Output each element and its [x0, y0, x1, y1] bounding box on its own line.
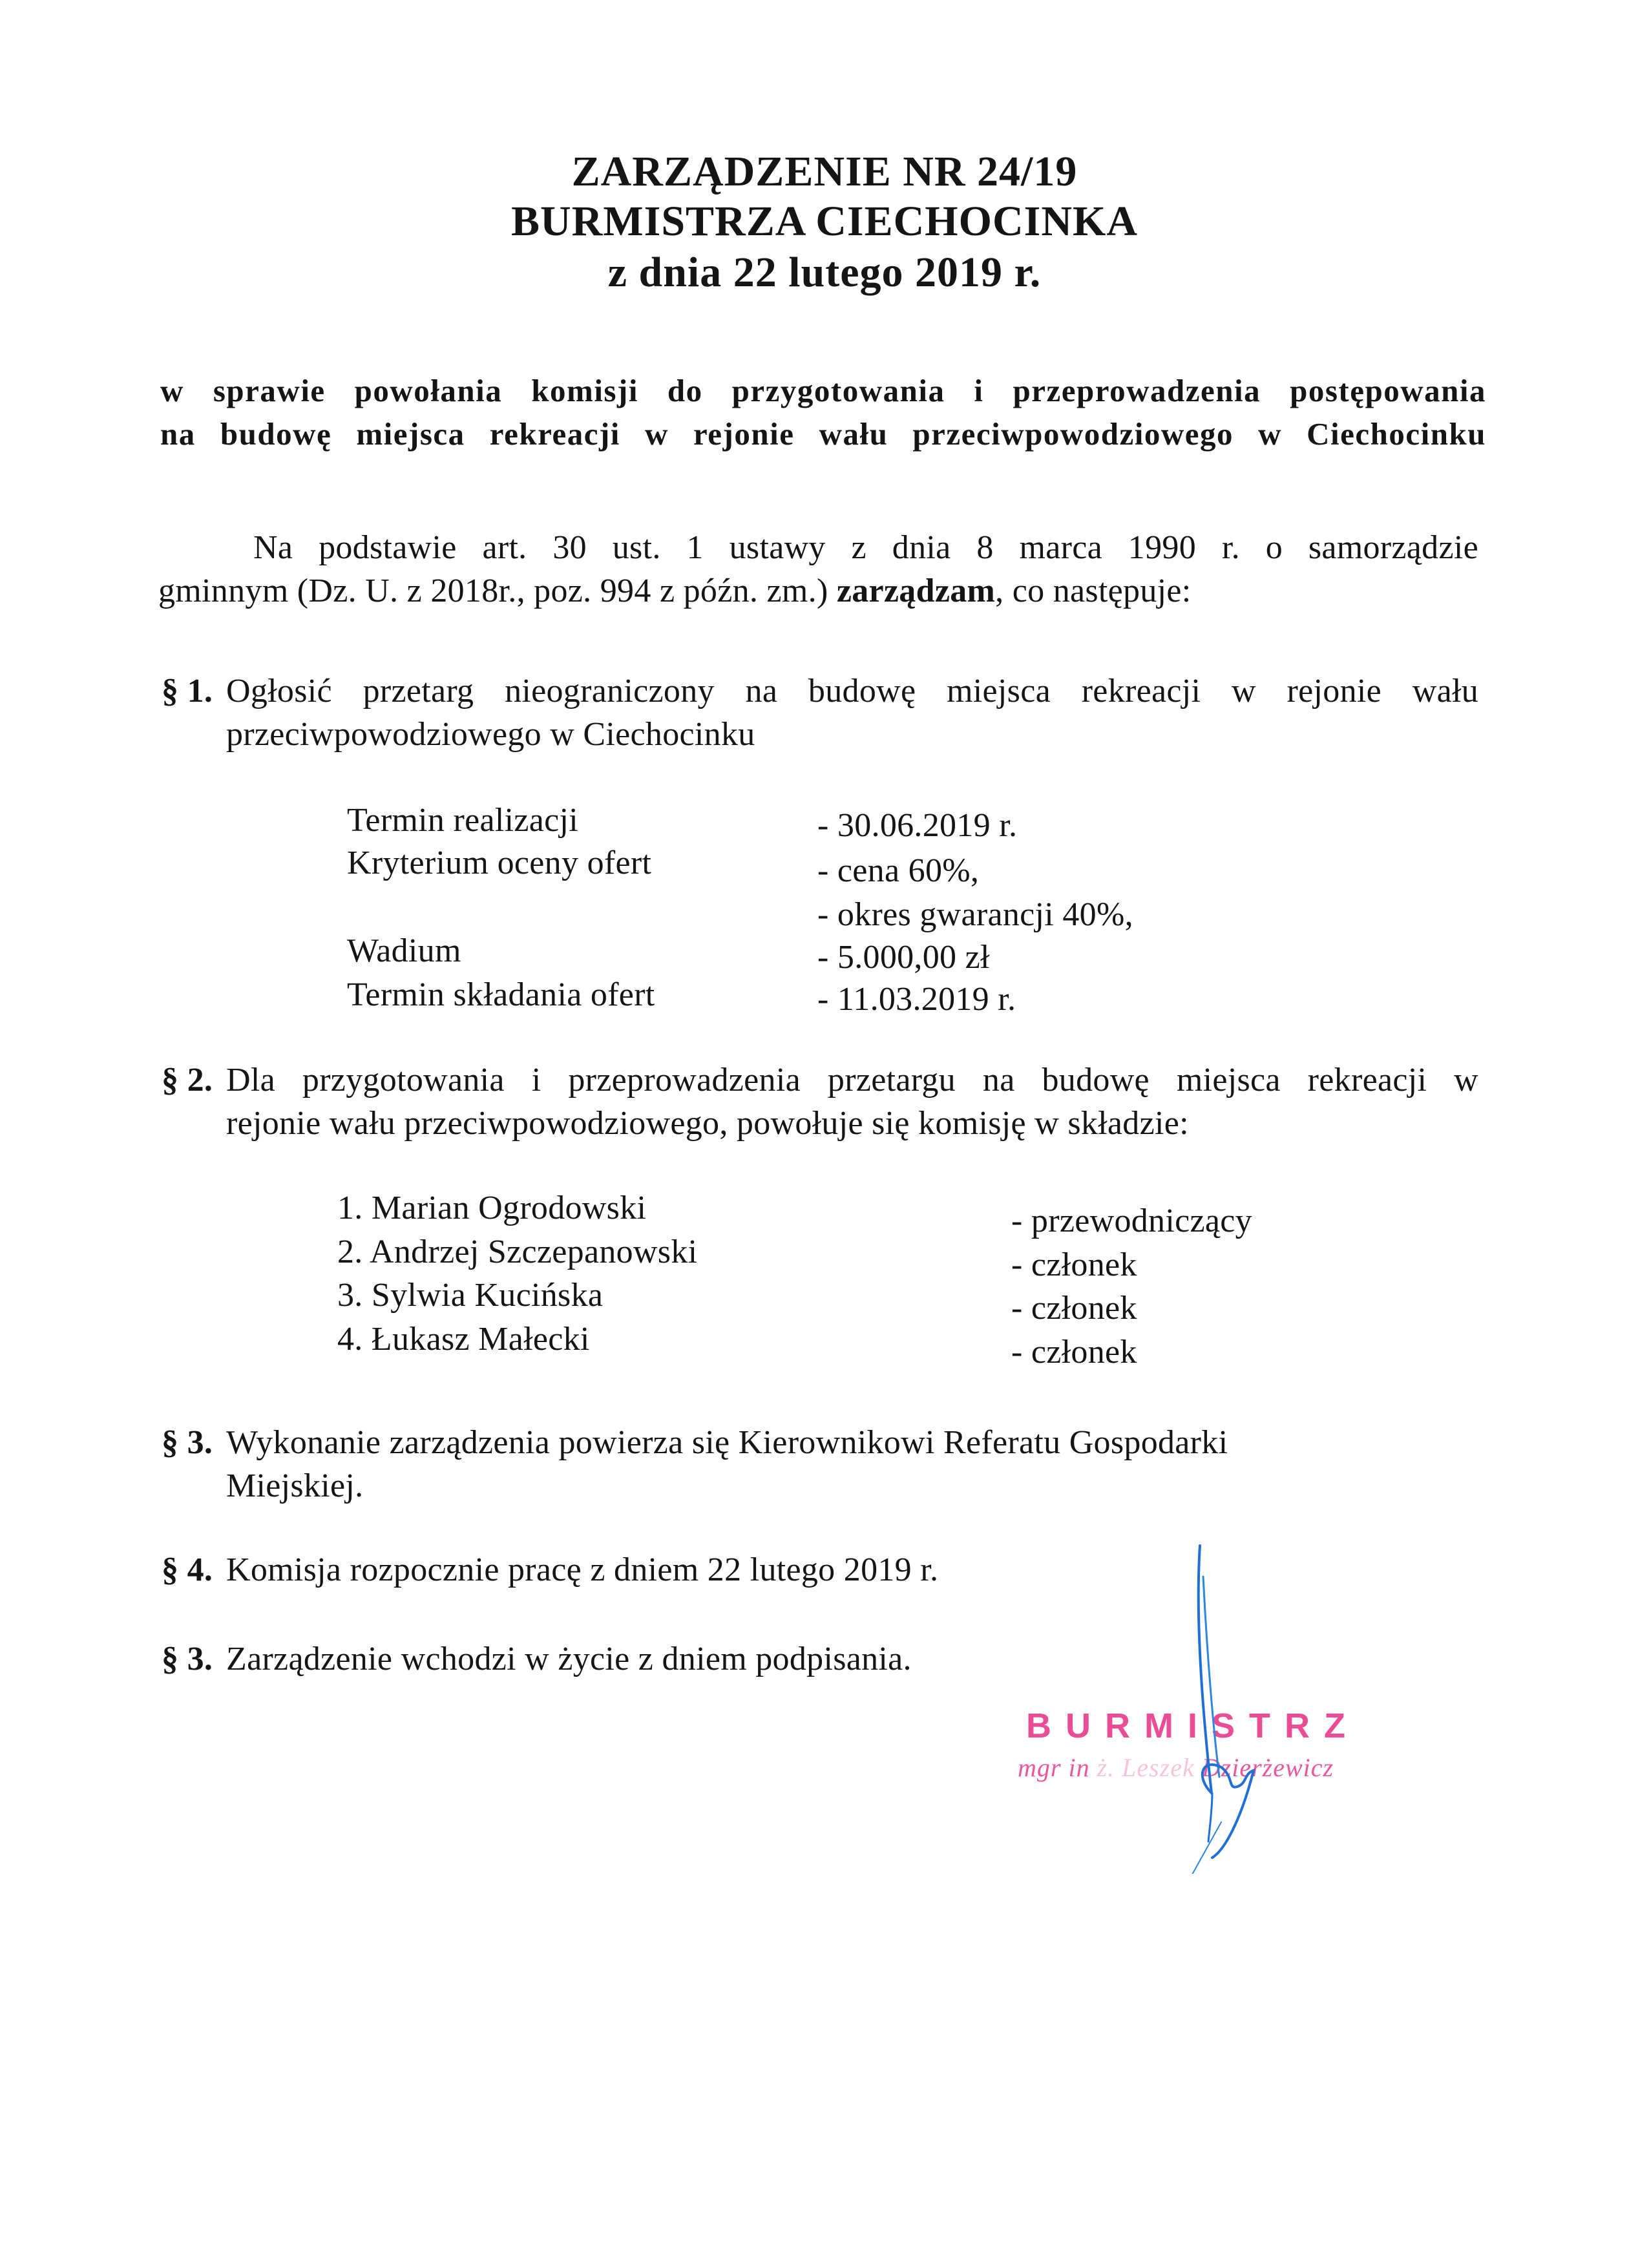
section-4-mark: § 4. [162, 1551, 213, 1588]
section-5-mark: § 3. [162, 1641, 213, 1677]
section-2-line-1: Dla przygotowania i przeprowadzenia przetargu na budowę miejsca rekreacji w [226, 1062, 1478, 1098]
detail-value: - 5.000,00 zł [817, 939, 990, 976]
member-role: - członek [1011, 1246, 1137, 1283]
signature-stroke [1189, 1822, 1221, 1874]
section-2-line-2: rejonie wału przeciwpowodziowego, powołuje się komisję w składzie: [226, 1105, 1189, 1142]
stamp-title: BURMISTRZ [1026, 1706, 1360, 1745]
detail-label: Wadium [347, 932, 461, 969]
document-issuer: BURMISTRZA CIECHOCINKA [511, 198, 1138, 245]
preamble-text: gminnym (Dz. U. z 2018r., poz. 994 z późn. zm.) [158, 572, 837, 609]
subject-line-1: w sprawie powołania komisji do przygotowania i przeprowadzenia postępowania [160, 373, 1486, 408]
section-4-line-1: Komisja rozpocznie pracę z dniem 22 lutego 2019 r. [226, 1551, 939, 1588]
member-role: - przewodniczący [1011, 1202, 1252, 1239]
section-1-line-2: przeciwpowodziowego w Ciechocinku [226, 716, 755, 753]
member-name: 4. Łukasz Małecki [337, 1321, 590, 1358]
stamp-name: mgr in ż. Leszek Dzierżewicz [1018, 1753, 1334, 1782]
detail-value: - okres gwarancji 40%, [817, 896, 1133, 933]
section-2-mark: § 2. [162, 1062, 213, 1098]
section-1-line-1: Ogłosić przetarg nieograniczony na budowę miejsca rekreacji w rejonie wału [226, 673, 1478, 709]
subject-line-2: na budowę miejsca rekreacji w rejonie wału przeciwpowodziowego w Ciechocinku [160, 416, 1486, 452]
detail-value: - 11.03.2019 r. [817, 981, 1016, 1018]
section-1-mark: § 1. [162, 673, 213, 709]
preamble-text-end: , co następuje: [995, 572, 1192, 609]
member-name: 3. Sylwia Kucińska [337, 1277, 604, 1314]
section-3-line-2: Miejskiej. [226, 1467, 364, 1504]
preamble-line-2 [158, 572, 1192, 610]
member-role: - członek [1011, 1334, 1137, 1370]
detail-label: Termin realizacji [347, 802, 579, 839]
signature-stroke [1208, 1793, 1212, 1842]
section-5-line-1: Zarządzenie wchodzi w życie z dniem podpisania. [226, 1641, 912, 1677]
detail-label: Termin składania ofert [347, 976, 655, 1013]
preamble-keyword: zarządzam [836, 572, 996, 609]
signature [1098, 1538, 1292, 1874]
document-title: ZARZĄDZENIE NR 24/19 [571, 148, 1078, 195]
member-name: 2. Andrzej Szczepanowski [337, 1234, 698, 1270]
detail-value: - 30.06.2019 r. [817, 807, 1018, 844]
detail-value: - cena 60%, [817, 852, 980, 889]
document-date: z dnia 22 lutego 2019 r. [607, 249, 1042, 296]
section-3-mark: § 3. [162, 1424, 213, 1461]
member-name: 1. Marian Ogrodowski [337, 1190, 647, 1226]
detail-label: Kryterium oceny ofert [347, 845, 652, 881]
section-3-line-1: Wykonanie zarządzenia powierza się Kierownikowi Referatu Gospodarki [226, 1424, 1228, 1461]
member-role: - członek [1011, 1290, 1137, 1327]
preamble-line-1: Na podstawie art. 30 ust. 1 ustawy z dnia 8 marca 1990 r. o samorządzie [253, 529, 1478, 566]
